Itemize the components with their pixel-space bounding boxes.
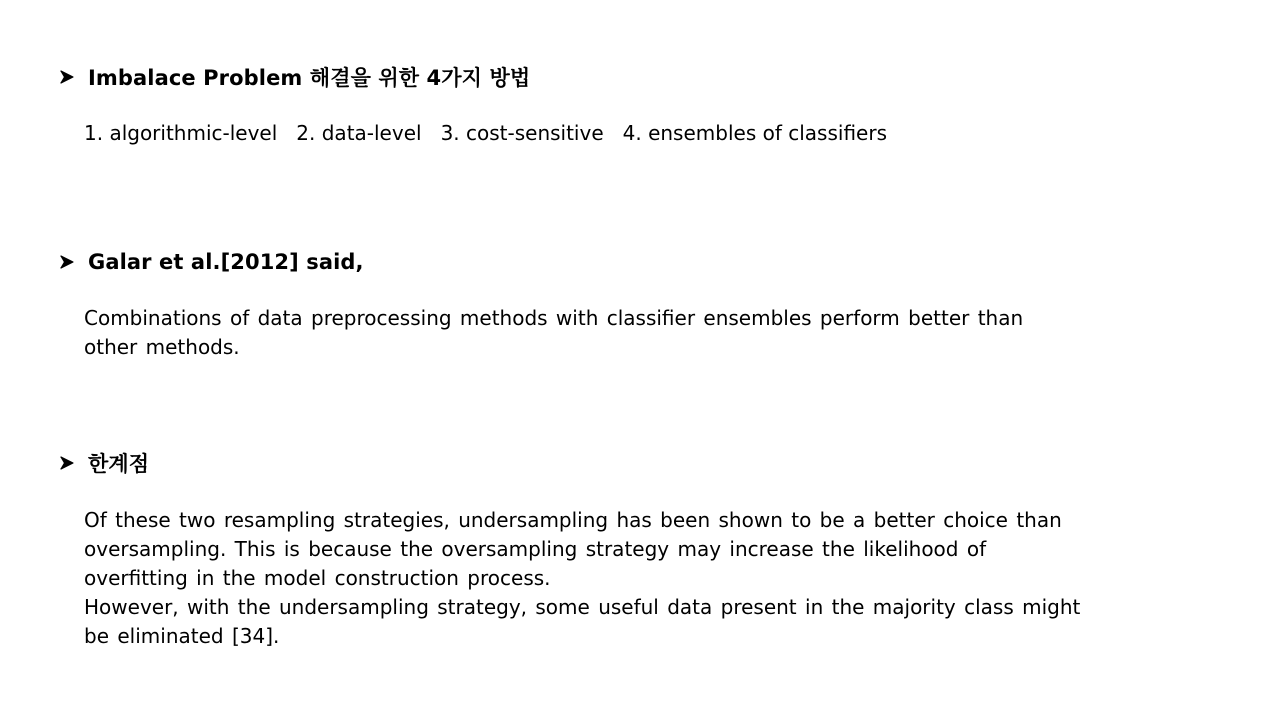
section-heading: 한계점 bbox=[88, 452, 150, 476]
section-heading-row bbox=[58, 247, 1158, 277]
section-heading: Galar et al.[2012] said, bbox=[88, 250, 364, 274]
arrowhead-bullet-icon bbox=[58, 68, 76, 86]
section-body bbox=[84, 506, 1154, 651]
section-heading-row bbox=[58, 448, 1158, 478]
method-item: 2. data-level bbox=[296, 121, 422, 145]
method-item: 4. ensembles of classifiers bbox=[622, 121, 887, 145]
arrowhead-bullet-icon bbox=[58, 454, 76, 472]
method-item: 3. cost-sensitive bbox=[440, 121, 604, 145]
body-line: other methods. bbox=[84, 335, 240, 359]
body-line: oversampling. This is because the oversampling strategy may increase the likelihood of bbox=[84, 537, 987, 561]
methods-list bbox=[84, 119, 1158, 148]
body-line: be eliminated [34]. bbox=[84, 624, 280, 648]
method-item: 1. algorithmic-level bbox=[84, 121, 278, 145]
section-imbalance-methods bbox=[58, 62, 1158, 148]
section-galar bbox=[58, 247, 1158, 362]
body-line: However, with the undersampling strategy, some useful data present in the majority class might bbox=[84, 595, 1081, 619]
section-heading: Imbalace Problem 해결을 위한 4가지 방법 bbox=[88, 66, 531, 90]
section-limitations bbox=[58, 448, 1158, 651]
section-heading-row bbox=[58, 62, 1158, 92]
body-line: Combinations of data preprocessing methods with classifier ensembles perform better than bbox=[84, 306, 1024, 330]
section-body bbox=[84, 304, 1124, 362]
arrowhead-bullet-icon bbox=[58, 253, 76, 271]
body-line: Of these two resampling strategies, undersampling has been shown to be a better choice than bbox=[84, 508, 1062, 532]
body-line: overfitting in the model construction process. bbox=[84, 566, 551, 590]
